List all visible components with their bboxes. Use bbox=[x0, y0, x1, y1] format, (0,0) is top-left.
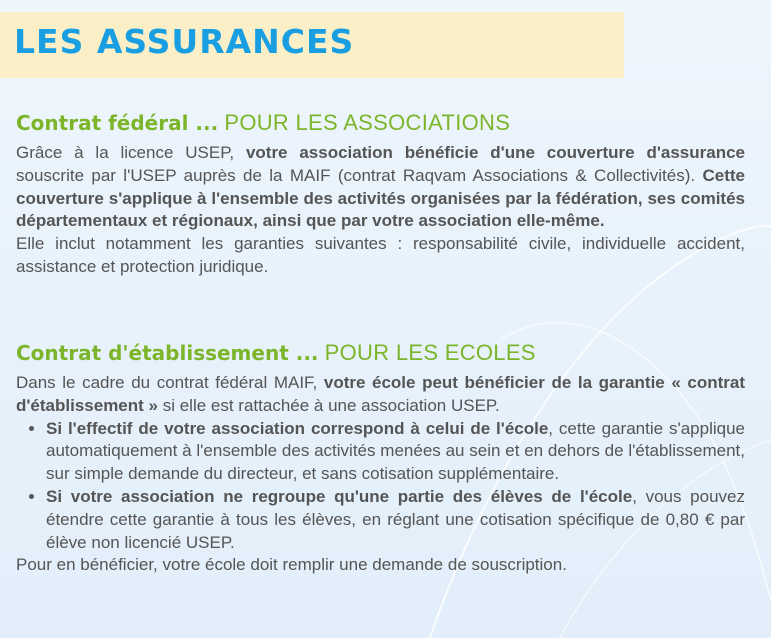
section-contrat-federal bbox=[16, 110, 745, 279]
paragraph: Elle inclut notamment les garanties suivantes : responsabilité civile, individuelle accident, assistance et protection juridique. bbox=[16, 234, 745, 276]
heading-light: POUR LES ASSOCIATIONS bbox=[224, 110, 511, 135]
bullet-list bbox=[16, 418, 745, 555]
text-bold: votre école peut bénéficier de la garantie « contrat d'établissement » bbox=[16, 373, 745, 415]
text-bold: Cette couverture s'applique à l'ensemble des activités organisées par la fédération, ses comités départementaux et régionaux, ainsi que par votre association elle-même. bbox=[16, 165, 745, 231]
list-item bbox=[46, 486, 745, 554]
list-item bbox=[46, 418, 745, 486]
text: Dans le cadre du contrat fédéral MAIF, bbox=[16, 373, 324, 392]
text: , vous pouvez étendre cette garantie à tous les élèves, en réglant une cotisation spécifique de 0,80 € par élève non licencié USEP. bbox=[46, 486, 745, 552]
page-title: LES ASSURANCES bbox=[14, 22, 355, 61]
paragraph bbox=[16, 142, 745, 233]
text-bold: Si votre association ne regroupe qu'une partie des élèves de l'école bbox=[46, 486, 633, 506]
text: souscrite par l'USEP auprès de la MAIF (contrat Raqvam Associations & Collectivités). bbox=[16, 165, 703, 185]
heading-light: POUR LES ECOLES bbox=[324, 340, 536, 365]
text-bold: Si l'effectif de votre association correspond à celui de l'école bbox=[46, 418, 549, 438]
text: si elle est rattachée à une association USEP. bbox=[158, 395, 500, 415]
paragraph bbox=[16, 372, 745, 418]
section-contrat-etablissement bbox=[16, 340, 745, 577]
section-heading bbox=[16, 110, 745, 136]
heading-bold: Contrat d'établissement ... bbox=[16, 341, 319, 365]
section-heading bbox=[16, 340, 745, 366]
heading-bold: Contrat fédéral ... bbox=[16, 111, 219, 135]
text: , cette garantie s'applique automatiquement à l'ensemble des activités menées au sein et en dehors de l'établissement, sur simple demande du directeur, et sans cotisation supplémentaire. bbox=[46, 418, 746, 484]
paragraph: Pour en bénéficier, votre école doit remplir une demande de souscription. bbox=[16, 555, 567, 575]
text-bold: votre association bénéficie d'une couverture d'assurance bbox=[245, 143, 745, 162]
text: Grâce à la licence USEP, bbox=[16, 143, 246, 162]
